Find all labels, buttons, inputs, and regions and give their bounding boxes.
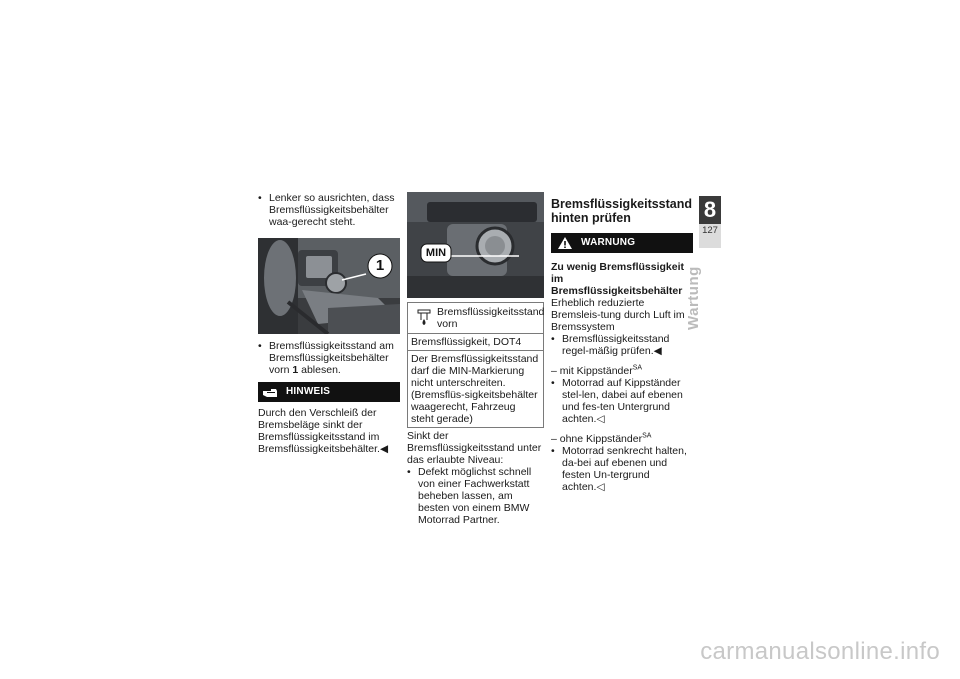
brake-fluid-icon xyxy=(415,308,433,328)
column-middle xyxy=(407,192,544,526)
min-label: MIN xyxy=(425,247,447,259)
min-marking-illustration xyxy=(407,192,544,298)
column-right xyxy=(551,192,693,493)
instruction-check-regularly: • Bremsflüssigkeitsstand regel-mäßig prüfen.◀ xyxy=(551,333,693,357)
level-low-text: Sinkt der Bremsflüssigkeitsstand unter das erlaubte Niveau: xyxy=(407,430,542,466)
brake-reservoir-illustration xyxy=(258,238,400,334)
chapter-number: 8 xyxy=(703,197,717,222)
watermark: carmanualsonline.info xyxy=(700,638,940,665)
pointing-hand-icon xyxy=(262,385,278,399)
callout-number: 1 xyxy=(375,257,385,274)
spec-table-header xyxy=(408,303,543,333)
warning-heading: Zu wenig Bremsflüssigkeit im Bremsflüssigkeitsbehälter xyxy=(551,261,685,297)
option-without-stand: – ohne Kippständer$^{SA}$ xyxy=(551,432,652,445)
warnung-label: WARNUNG xyxy=(581,237,636,248)
spec-table-note: Der Bremsflüssigkeitsstand darf die MIN-Markierung nicht unterschreiten. (Bremsflüs-sigkeitsbehälter waagerecht, Fahrzeug steht gerade) xyxy=(408,350,543,427)
hinweis-text: Durch den Verschleiß der Bremsbeläge sinkt der Bremsflüssigkeitsstand im Bremsflüssigkeitsbehälter.◀ xyxy=(258,407,389,455)
section-title: Bremsflüssigkeitsstand hinten prüfen xyxy=(551,197,693,225)
spec-table-title: Bremsflüssigkeitsstand vorn xyxy=(437,306,545,330)
warnung-banner xyxy=(551,233,693,253)
spec-table xyxy=(407,302,544,428)
instruction-stand-on-kickstand: • Motorrad auf Kippständer stel-len, dabei auf ebenen und fes-ten Untergrund achten.◁ xyxy=(551,377,693,425)
instruction-read-level: • Bremsflüssigkeitsstand am Bremsflüssigkeitsbehälter vorn 1 ablesen. xyxy=(258,340,400,376)
warning-text: Erheblich reduzierte Bremsleis-tung durch Luft im Bremssystem xyxy=(551,297,685,333)
instruction-hold-upright: • Motorrad senkrecht halten, da-bei auf ebenen und festen Un-tergrund achten.◁ xyxy=(551,445,693,493)
chapter-title-vertical: Wartung xyxy=(685,266,702,330)
brake-reservoir-photo xyxy=(258,238,400,334)
chapter-tab xyxy=(699,196,721,248)
instruction-align-handlebar: • Lenker so ausrichten, dass Bremsflüssigkeitsbehälter waa-gerecht steht. xyxy=(258,192,400,228)
option-with-stand: – mit Kippständer$^{SA}$ xyxy=(551,364,643,377)
instruction-workshop: • Defekt möglichst schnell von einer Fachwerkstatt beheben lassen, am besten von einem BMW Motorrad Partner. xyxy=(407,466,544,526)
hinweis-banner xyxy=(258,382,400,402)
spec-table-fluid: Bremsflüssigkeit, DOT4 xyxy=(408,333,543,350)
min-marking-photo xyxy=(407,192,544,298)
column-left xyxy=(258,192,400,455)
hinweis-label: HINWEIS xyxy=(286,386,331,397)
warning-triangle-icon xyxy=(557,236,573,250)
page-number: 127 xyxy=(699,224,721,248)
